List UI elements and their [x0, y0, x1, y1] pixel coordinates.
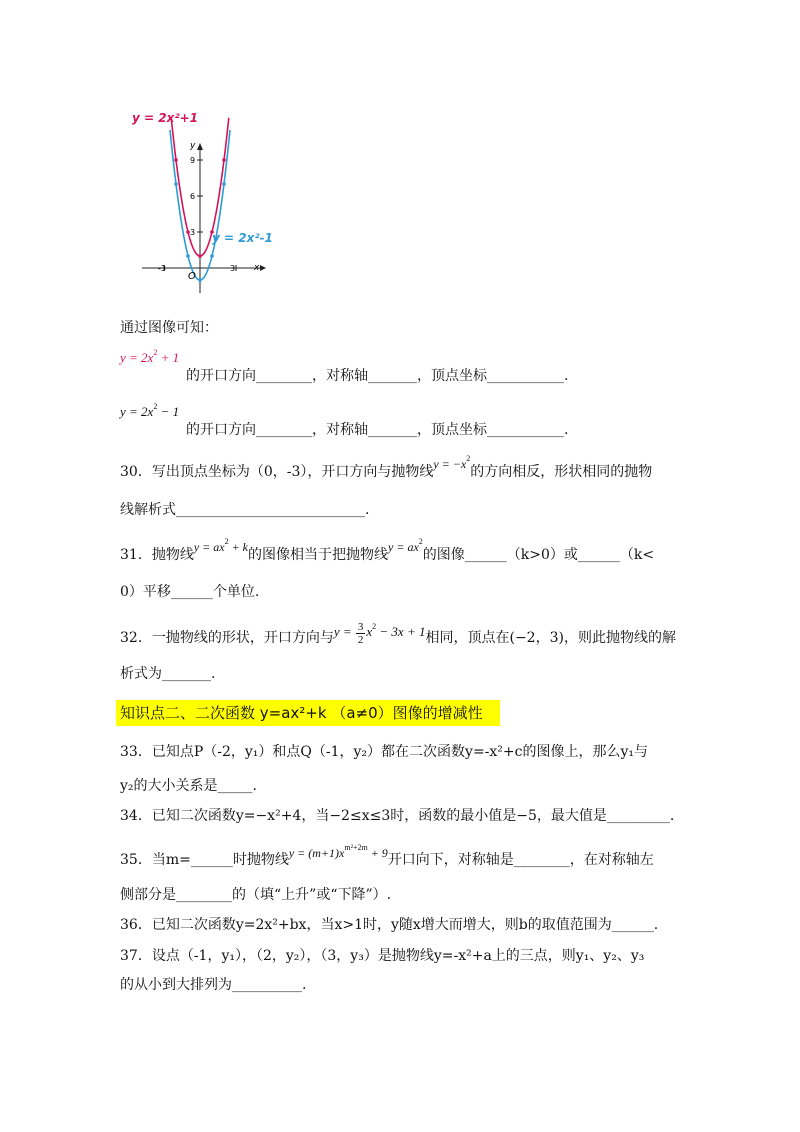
point-bottom — [210, 254, 214, 258]
formula-b: $y = 2x^2 - 1$ — [120, 402, 180, 419]
point-bottom — [198, 278, 202, 282]
q30-line2: 线解析式___________________________. — [120, 502, 370, 518]
label-bottom-curve: y = 2x²-1 — [212, 231, 273, 245]
x-axis-arrow — [260, 265, 266, 271]
q37-line1: 37．设点（-1，y₁），（2，y₂），（3，y₃）是抛物线y=-x²+a上的三点，则y₁、y₂、y₃ — [120, 948, 645, 964]
x-axis-label: x — [254, 263, 260, 273]
question-b — [120, 398, 568, 439]
q31-formula2: $y = ax^2$ — [388, 537, 423, 554]
section-title: 知识点二、二次函数 y=ax²+k （a≠0）图像的增减性 — [116, 700, 500, 726]
origin-label: O — [188, 271, 196, 282]
q35-exponent: m²+2m — [344, 843, 368, 852]
tick-y-6: 6 — [190, 192, 196, 201]
y-axis-arrow — [197, 143, 203, 150]
q34: 34．已知二次函数y=−x²+4，当−2≤x≤3时，函数的最小值是−5，最大值是_________. — [120, 808, 675, 824]
tick-x-3: 3 — [230, 264, 236, 273]
q32-formula: y = $\frac{3}{2}$ $x^2 - 3x + 1$ — [333, 620, 426, 646]
point-bottom — [222, 182, 226, 186]
question-b-text: 的开口方向________，对称轴_______，顶点坐标___________. — [186, 422, 569, 438]
point-top — [222, 158, 226, 162]
question-a-text: 的开口方向________，对称轴_______，顶点坐标___________. — [186, 368, 569, 384]
intro-text: 通过图像可知： — [120, 320, 218, 336]
parabola-graph — [120, 108, 280, 298]
parabola-figure — [120, 108, 280, 298]
formula-a: $y = 2x^2 + 1$ — [120, 348, 180, 365]
q32-line2: 析式为_______. — [120, 666, 216, 682]
q31-line1 — [120, 537, 655, 565]
q35-part1: 35．当m=______时抛物线 — [120, 852, 289, 868]
q31-part3: 的图像______（k>0）或______（k< — [422, 547, 655, 563]
question-a — [120, 344, 568, 385]
q37-line2: 的从小到大排列为__________. — [120, 977, 307, 993]
point-top — [198, 254, 202, 258]
tick-x-neg3: -3 — [158, 264, 166, 273]
q35-line1 — [120, 845, 654, 870]
tick-y-9: 9 — [190, 156, 196, 165]
q32-frac-den: 2 — [357, 633, 364, 646]
q33-line2: y₂的大小关系是_____. — [120, 778, 257, 794]
q32-part2: 相同，顶点在(−2，3)，则此抛物线的解 — [425, 630, 676, 646]
q31-line2: 0）平移______个单位. — [120, 584, 260, 600]
q32-frac-num: 3 — [357, 620, 364, 633]
q31-part1: 31．抛物线 — [120, 547, 194, 563]
q35-formula — [288, 843, 388, 860]
q30-line1 — [120, 454, 653, 482]
q33-line1: 33．已知点P（-2，y₁）和点Q（-1，y₂）都在二次函数y=-x²+c的图像上，那么y₁与 — [120, 744, 648, 760]
q31-part2: 的图像相当于把抛物线 — [248, 547, 389, 563]
q30-formula: $y = -x^2$ — [433, 454, 471, 471]
tick-y-3: 3 — [190, 228, 196, 237]
q35-formula-tail: + 9 — [367, 846, 388, 860]
q31-formula1: $y = ax^2 + k$ — [193, 537, 249, 554]
q35-part2: 开口向下，对称轴是________，在对称轴左 — [387, 852, 654, 868]
point-bottom — [186, 254, 190, 258]
point-top — [174, 158, 178, 162]
label-top-curve: y = 2x²+1 — [132, 111, 198, 125]
q35-formula-base: y = (m+1)x — [288, 846, 345, 860]
q32-line1 — [120, 620, 676, 652]
q35-line2: 侧部分是________的（填“上升”或“下降”）. — [120, 887, 392, 903]
q30-part1: 30．写出顶点坐标为（0，-3），开口方向与抛物线 — [120, 464, 434, 480]
q32-part1: 32．一抛物线的形状，开口方向与 — [120, 630, 334, 646]
point-bottom — [174, 182, 178, 186]
q30-part2: 的方向相反，形状相同的抛物 — [470, 464, 653, 480]
q36: 36．已知二次函数y=2x²+bx，当x>1时，y随x增大而增大，则b的取值范围为______. — [120, 917, 659, 933]
y-axis-label: y — [190, 141, 196, 151]
